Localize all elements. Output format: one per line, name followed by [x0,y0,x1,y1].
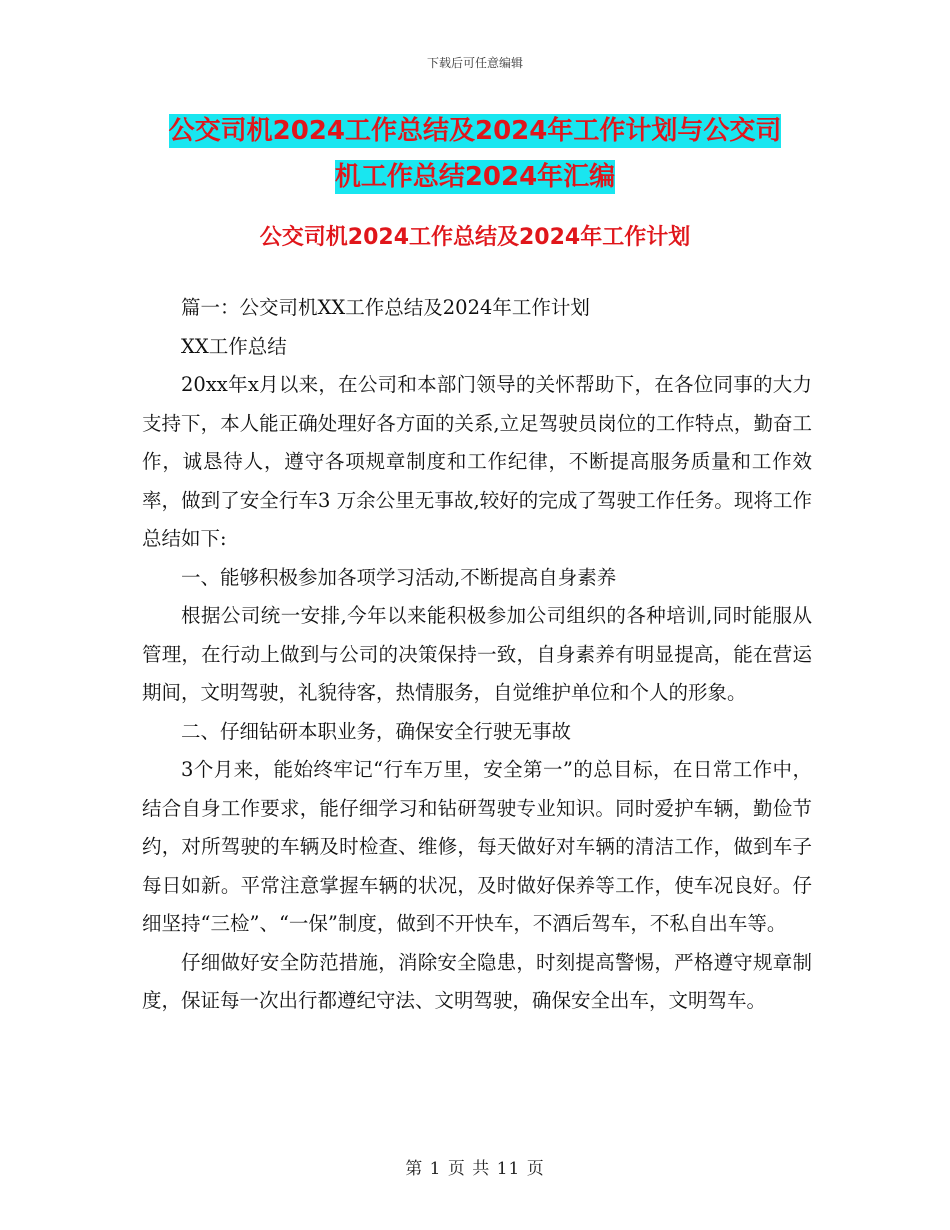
body-paragraph: 根据公司统一安排,今年以来能积极参加公司组织的各种培训,同时能服从管理，在行动上做到与公司的决策保持一致，自身素养有明显提高，能在营运期间，文明驾驶，礼貌待客，热情服务，自觉维护单位和个人的形象。 [142,604,812,704]
section-title: 公交司机2024工作总结及2024年工作计划 [259,225,691,250]
document-body [142,289,812,1021]
body-paragraph: 20xx年x月以来，在公司和本部门领导的关怀帮助下，在各位同事的大力支持下，本人能正确处理好各方面的关系,立足驾驶员岗位的工作特点，勤奋工作，诚恳待人，遵守各项规章制度和工作纪律，不断提高服务质量和工作效率，做到了安全行车3 万余公里无事故,较好的完成了驾驶工作任务。现将工作总结如下: [142,373,812,550]
summary-heading: XX工作总结 [181,334,287,358]
body-paragraph: 3个月来，能始终牢记“行车万里，安全第一”的总目标，在日常工作中，结合自身工作要求，能仔细学习和钻研驾驶专业知识。同时爱护车辆，勤俭节约，对所驾驶的车辆及时检查、维修，每天做好对车辆的清洁工作，做到车子每日如新。平常注意掌握车辆的状况，及时做好保养等工作，使车况良好。仔细坚持“三检”、“一保”制度，做到不开快车，不酒后驾车，不私自出车等。 [142,758,812,935]
header-note: 下载后可任意编辑 [426,56,523,70]
page-number-footer: 第 1 页 共 11 页 [405,1159,545,1179]
main-title-line2: 机工作总结2024年汇编 [334,162,616,192]
document-main-title [150,108,800,200]
chapter-heading: 篇一：公交司机XX工作总结及2024年工作计划 [181,296,590,319]
body-paragraph: 仔细做好安全防范措施，消除安全隐患，时刻提高警惕，严格遵守规章制度，保证每一次出行都遵纪守法、文明驾驶，确保安全出车，文明驾车。 [142,950,812,1012]
point-heading-2: 二、仔细钻研本职业务，确保安全行驶无事故 [181,719,572,743]
point-heading-1: 一、能够积极参加各项学习活动,不断提高自身素养 [181,565,617,589]
main-title-line1: 公交司机2024工作总结及2024年工作计划与公交司 [168,116,782,146]
